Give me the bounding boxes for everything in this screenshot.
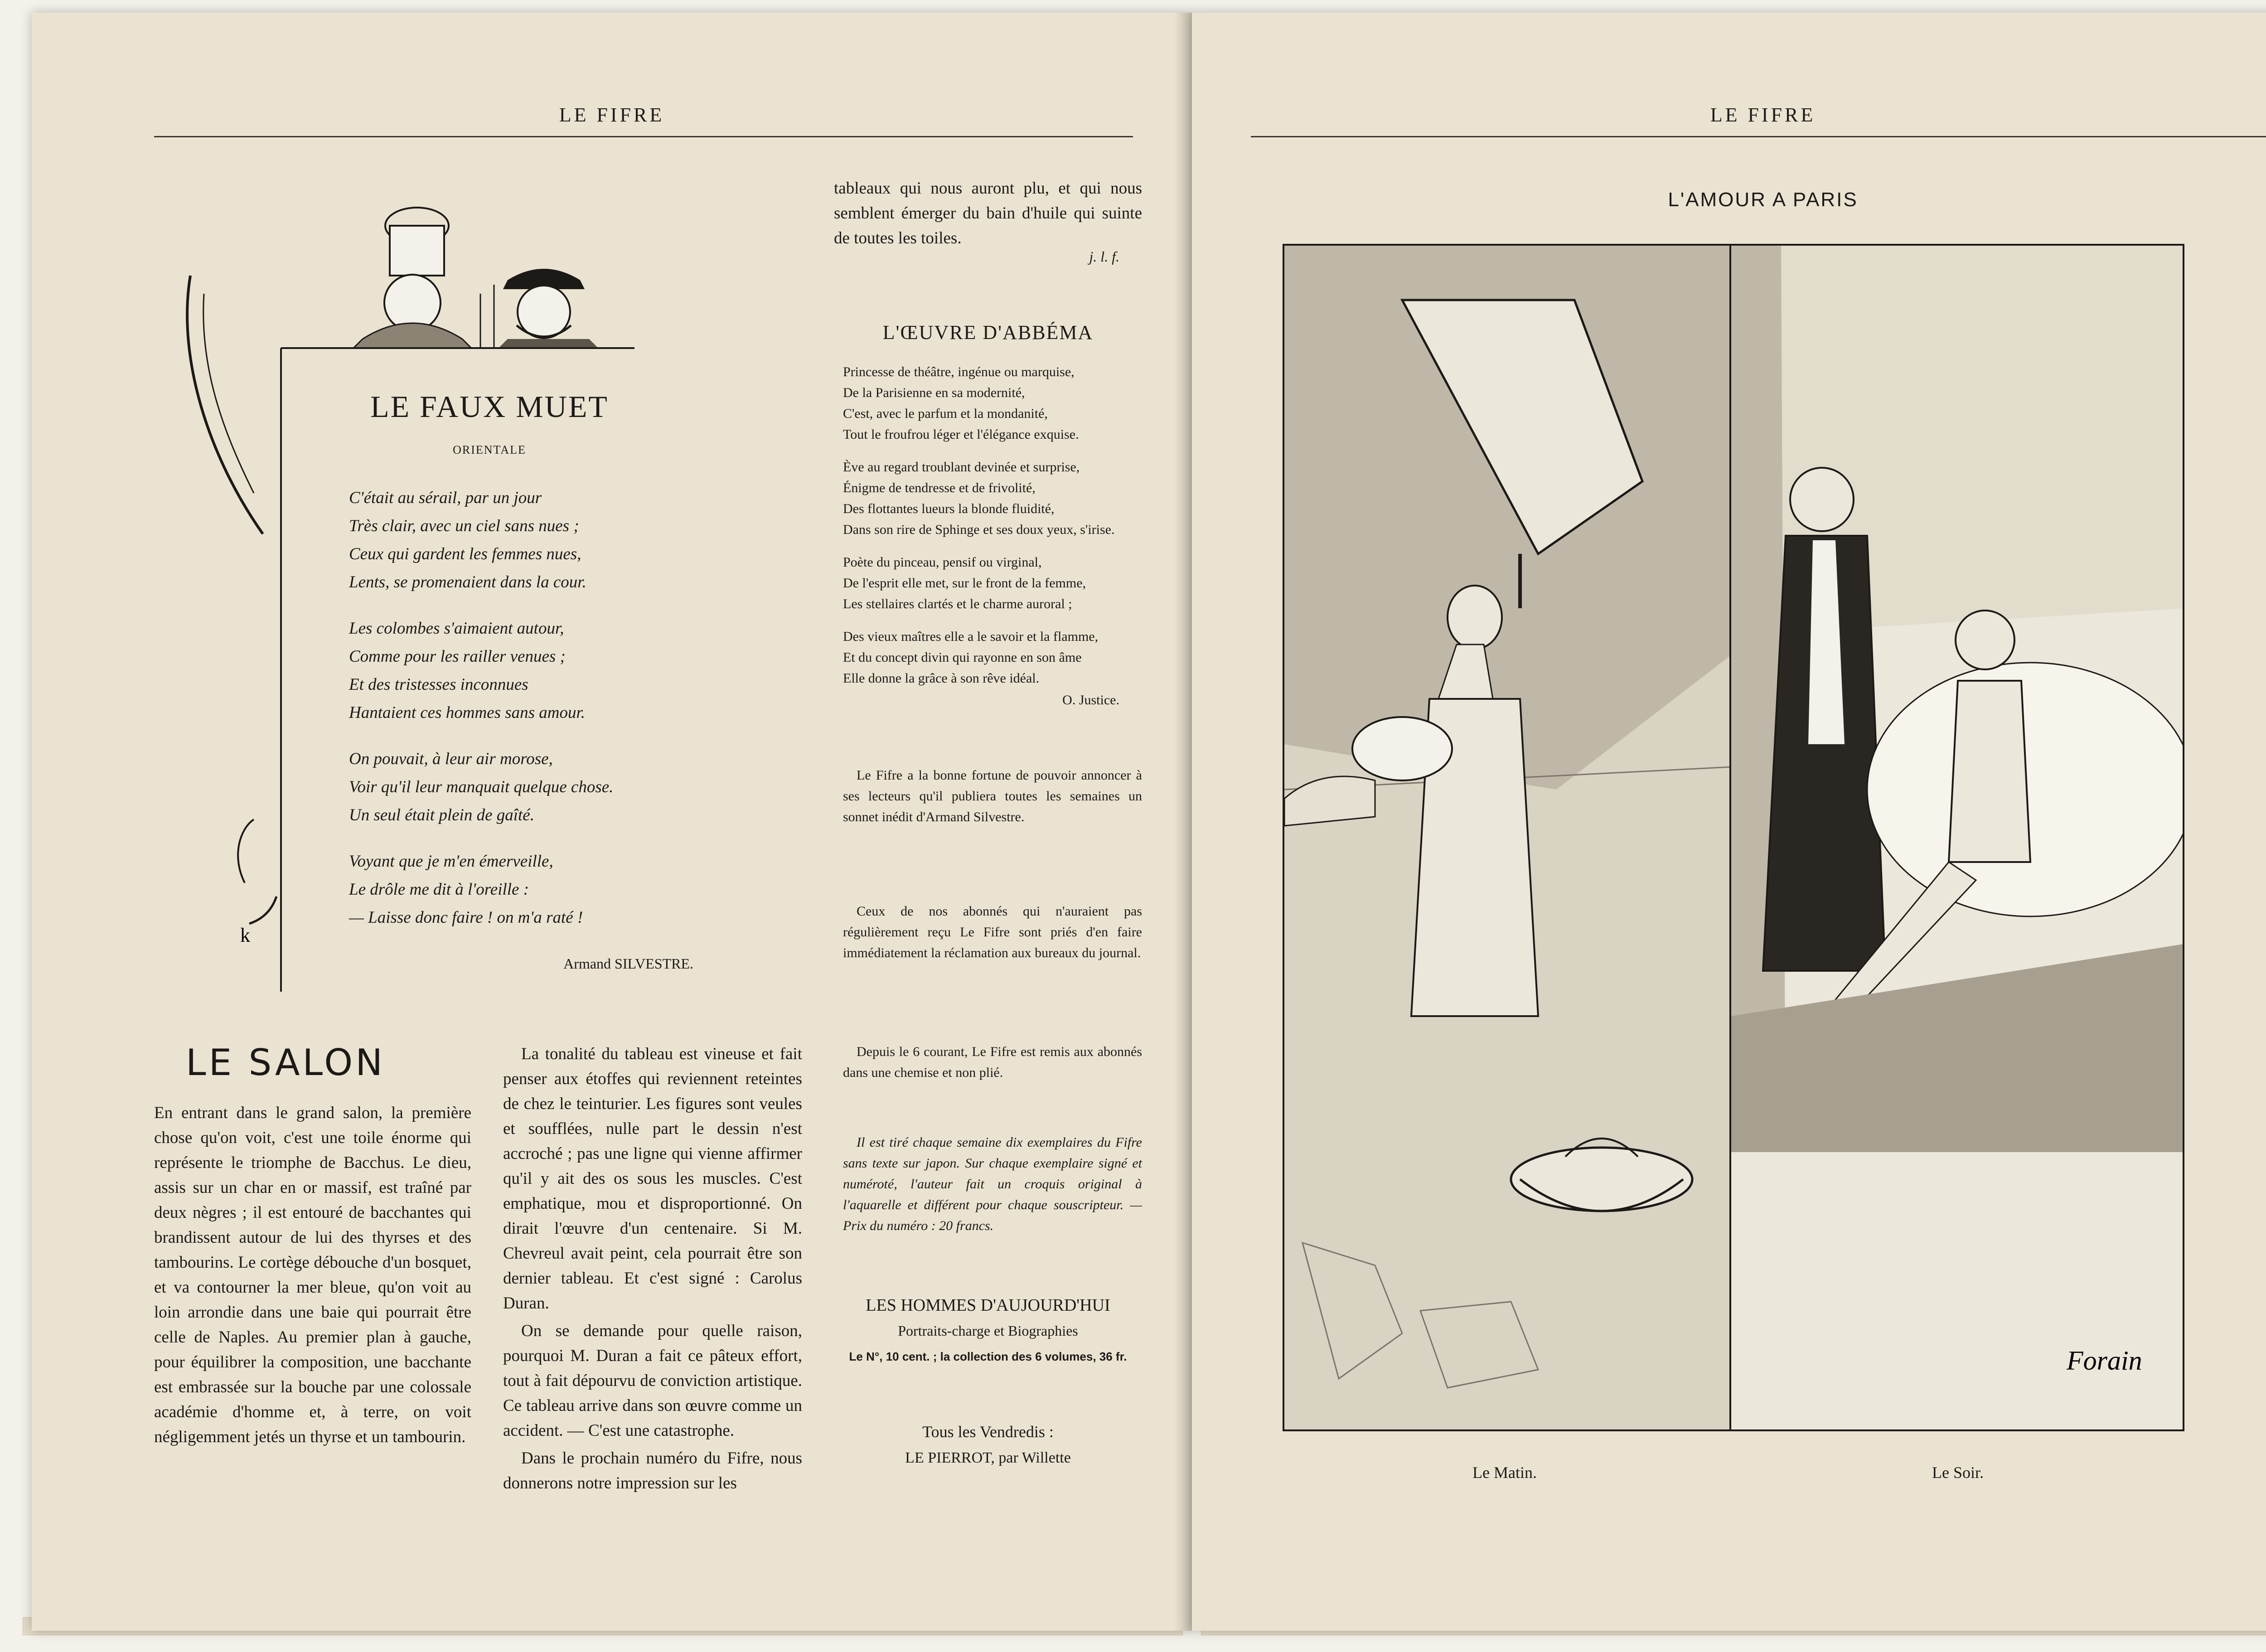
abbema-line: Des vieux maîtres elle a le savoir et la flamme, [843, 629, 1099, 644]
header-rule-right [1251, 136, 2266, 137]
abbema-author: O. Justice. [1062, 693, 1119, 707]
poem-stanzas [349, 484, 757, 932]
ad-price: Le N°, 10 cent. ; la collection des 6 volumes, 36 fr. [849, 1350, 1127, 1363]
poem-line: Hantaient ces hommes sans amour. [349, 703, 586, 722]
abbema-line: C'est, avec le parfum et la mondanité, [843, 406, 1048, 421]
header-rule-left [154, 136, 1133, 137]
morning-scene [1284, 246, 1731, 1431]
abbema-line: Les stellaires clartés et le charme auroral ; [843, 596, 1072, 611]
abbema-stanza [843, 457, 1160, 540]
salon-paragraph: On se demande pour quelle raison, pourquoi M. Duran a fait ce pâteux effort, tout à fait dépourvu de conviction artistique. Ce tableau arrive dans son œuvre comme un accident. — C'est une catastrophe. [503, 1322, 802, 1440]
poem-stanza [349, 615, 757, 727]
running-head-left: LE FIFRE [559, 104, 665, 126]
abbema-stanza [843, 552, 1160, 615]
poem-line: Lents, se promenaient dans la cour. [349, 573, 586, 591]
abbema-line: De l'esprit elle met, sur le front de la femme, [843, 576, 1086, 591]
poem-author: Armand SILVESTRE. [563, 955, 693, 972]
abbema-line: Ève au regard troublant devinée et surprise, [843, 460, 1080, 475]
poem-stanza [349, 848, 757, 932]
salon-continuation: tableaux qui nous auront plu, et qui nous semblent émerger du bain d'huile qui suinte de toutes les toiles. [834, 179, 1142, 247]
poem-line: — Laisse donc faire ! on m'a raté ! [349, 908, 583, 927]
ad-title: LES HOMMES D'AUJOURD'HUI [866, 1296, 1110, 1315]
abbema-line: Dans son rire de Sphinge et ses doux yeux, s'irise. [843, 522, 1115, 537]
salon-paragraph: Dans le prochain numéro du Fifre, nous donnerons notre impression sur les [503, 1449, 802, 1492]
abbema-line: Et du concept divin qui rayonne en son âme [843, 650, 1082, 665]
abbema-stanza [843, 362, 1160, 445]
notice-envelope: Depuis le 6 courant, Le Fifre est remis aux abonnés dans une chemise et non plié. [843, 1044, 1142, 1080]
poem-line: Ceux qui gardent les femmes nues, [349, 545, 581, 563]
abbema-line: Poète du pinceau, pensif ou virginal, [843, 555, 1042, 570]
right-page [1192, 13, 2266, 1631]
poem-line: Très clair, avec un ciel sans nues ; [349, 517, 579, 535]
illustration-panel-morning [1283, 244, 1731, 1431]
salon-column-1: En entrant dans le grand salon, la première chose qu'on voit, c'est une toile énorme qui représente le triomphe de Bacchus. Le dieu, assis sur un char en or massif, est traîné par deux nègres ; il est entouré de bacchantes qui brandissent autour de lui des thyrses et des tambourins. Le cortège débouche d'un bosquet, et va contourner la mer bleue, qu'on voit au loin arrondie dans une baie qui pourrait être celle de Naples. Au premier plan à gauche, pour équilibrer la composition, une bacchante est embrassée sur la bouche par une colossale académie d'homme et, à terre, on voit négligemment jetés un thyrse et un tambourin. [154, 1104, 471, 1446]
poem-line: Voir qu'il leur manquait quelque chose. [349, 778, 614, 796]
notice-japon-edition: Il est tiré chaque semaine dix exemplaires du Fifre sans texte sur japon. Sur chaque exemplaire signé et numéroté, l'auteur fait un croquis original à l'aquarelle et différent pour chaque souscripteur. — Prix du numéro : 20 francs. [843, 1135, 1142, 1233]
salon-column-2 [503, 1042, 802, 1496]
abbema-line: De la Parisienne en sa modernité, [843, 385, 1025, 400]
running-head-right: LE FIFRE [1710, 104, 1816, 126]
caption-evening: Le Soir. [1932, 1463, 1984, 1482]
abbema-stanza [843, 626, 1160, 689]
evening-scene [1731, 246, 2184, 1431]
abbema-line: Elle donne la grâce à son rêve idéal. [843, 671, 1040, 686]
fridays-label: Tous les Vendredis : [922, 1423, 1054, 1441]
poem-line: Un seul était plein de gaîté. [349, 806, 534, 824]
notice-subscribers: Ceux de nos abonnés qui n'auraient pas régulièrement reçu Le Fifre sont priés d'en faire immédiatement la réclamation aux bureaux du journal. [843, 904, 1142, 960]
svg-text:Forain: Forain [2067, 1346, 2142, 1376]
svg-text:k: k [240, 924, 250, 946]
poem-subtitle: ORIENTALE [453, 443, 526, 456]
abbema-line: Des flottantes lueurs la blonde fluidité, [843, 501, 1055, 516]
caption-morning: Le Matin. [1472, 1463, 1537, 1482]
abbema-line: Princesse de théâtre, ingénue ou marquise, [843, 364, 1075, 379]
poem-line: Voyant que je m'en émerveille, [349, 852, 553, 871]
poem-stanza [349, 484, 757, 596]
illustration-panel-evening [1729, 244, 2184, 1431]
abbema-title: L'ŒUVRE D'ABBÉMA [882, 321, 1094, 344]
abbema-line: Énigme de tendresse et de frivolité, [843, 480, 1036, 495]
poem-title: LE FAUX MUET [370, 389, 609, 424]
poem-stanza [349, 745, 757, 829]
poem-line: Le drôle me dit à l'oreille : [349, 880, 529, 899]
poem-line: On pouvait, à leur air morose, [349, 750, 553, 768]
magazine-spread [14, 13, 2266, 1640]
poem-line: Et des tristesses inconnues [349, 675, 528, 694]
abbema-line: Tout le froufrou léger et l'élégance exquise. [843, 427, 1079, 442]
left-page [32, 13, 1192, 1631]
abbema-sonnet [843, 362, 1160, 689]
illustration-title: L'AMOUR A PARIS [1668, 189, 1858, 211]
pierrot-notice: LE PIERROT, par Willette [905, 1449, 1071, 1466]
poem-line: C'était au sérail, par un jour [349, 489, 542, 507]
notice-sonnet: Le Fifre a la bonne fortune de pouvoir annoncer à ses lecteurs qu'il publiera toutes les semaines un sonnet inédit d'Armand Silvestre. [843, 768, 1142, 824]
salon-paragraph: La tonalité du tableau est vineuse et fait penser aux étoffes qui reviennent reteintes de chez le teinturier. Les figures sont veules et soufflées, nulle part le dessin n'est accroché ; pas une ligne qui vienne affirmer qu'il y ait des os sous les muscles. C'est emphatique, mou et disproportionné. On dirait l'œuvre d'un centenaire. Si M. Chevreul avait peint, cela pourrait être son dernier tableau. Et c'est signé : Carolus Duran. [503, 1045, 802, 1313]
poem-line: Les colombes s'aimaient autour, [349, 619, 564, 638]
ad-subtitle: Portraits-charge et Biographies [898, 1323, 1078, 1339]
salon-signature: j. l. f. [1089, 248, 1119, 265]
poem-line: Comme pour les railler venues ; [349, 647, 566, 666]
salon-title: LE SALON [186, 1042, 386, 1084]
